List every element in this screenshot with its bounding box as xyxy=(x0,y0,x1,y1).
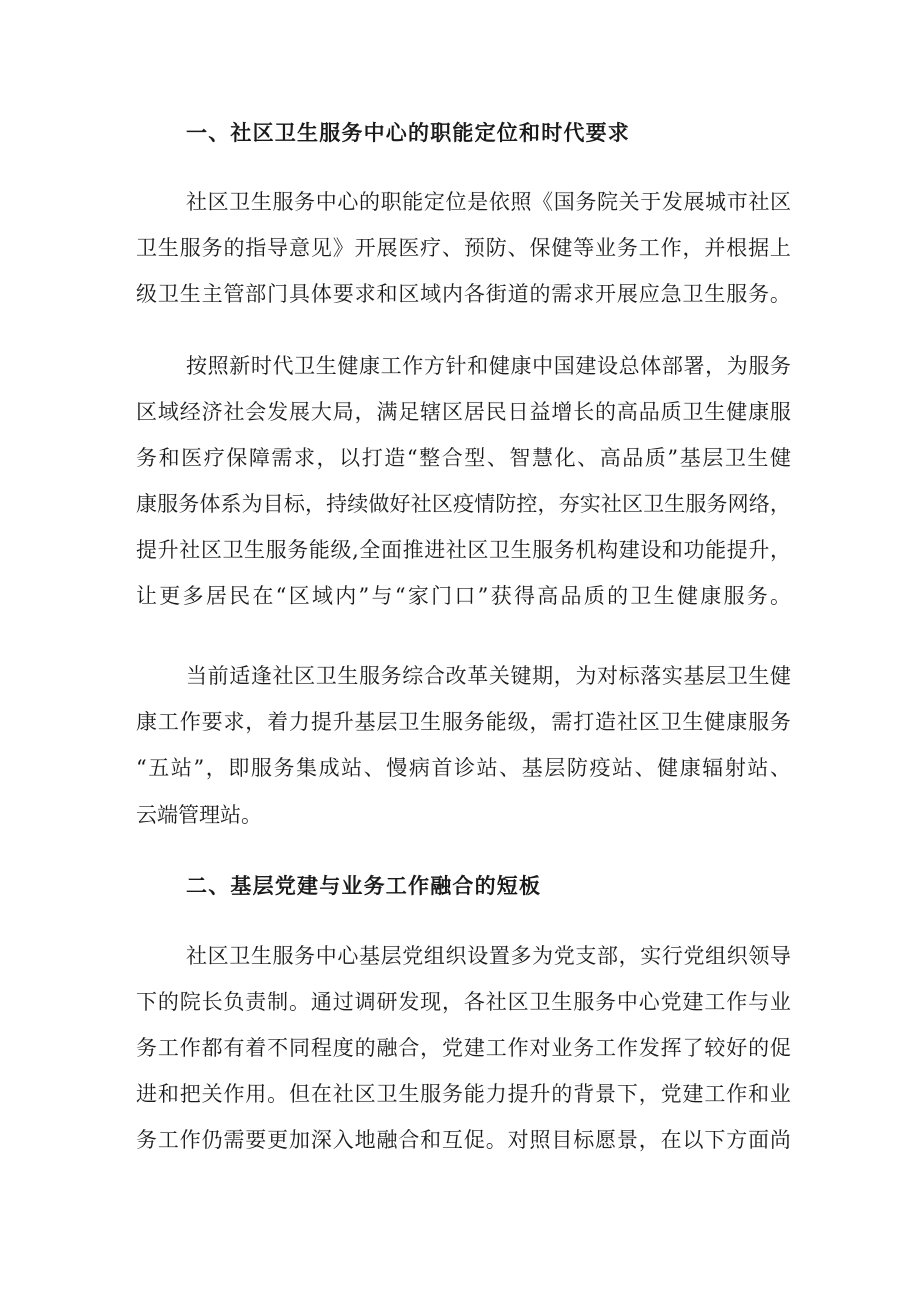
paragraph-line: 务工作都有着不同程度的融合，党建工作对业务工作发挥了较好的促 xyxy=(136,1036,792,1060)
section-heading: 二、基层党建与业务工作融合的短板 xyxy=(186,873,542,898)
paragraph-line: 康工作要求，着力提升基层卫生服务能级，需打造社区卫生健康服务 xyxy=(136,710,792,734)
paragraph-line: 当前适逢社区卫生服务综合改革关键期，为对标落实基层卫生健 xyxy=(186,664,792,688)
paragraph-line: 区域经济社会发展大局，满足辖区居民日益增长的高品质卫生健康服 xyxy=(136,400,792,424)
paragraph-line: 务和医疗保障需求，以打造“整合型、智慧化、高品质”基层卫生健 xyxy=(136,446,793,470)
paragraph-line: 提升社区卫生服务能级,全面推进社区卫生服务机构建设和功能提升， xyxy=(136,538,792,562)
section-heading: 一、社区卫生服务中心的职能定位和时代要求 xyxy=(186,120,630,145)
paragraph-line: 云端管理站。 xyxy=(136,803,262,827)
paragraph-line: 卫生服务的指导意见》开展医疗、预防、保健等业务工作，并根据上 xyxy=(136,236,792,260)
paragraph-line: 按照新时代卫生健康工作方针和健康中国建设总体部署，为服务 xyxy=(186,354,792,378)
paragraph-line: 务工作仍需要更加深入地融合和互促。对照目标愿景，在以下方面尚 xyxy=(136,1128,792,1152)
paragraph-line: 级卫生主管部门具体要求和区域内各街道的需求开展应急卫生服务。 xyxy=(136,282,792,306)
paragraph-line: 下的院长负责制。通过调研发现，各社区卫生服务中心党建工作与业 xyxy=(136,990,792,1014)
paragraph-line: 进和把关作用。但在社区卫生服务能力提升的背景下，党建工作和业 xyxy=(136,1082,792,1106)
paragraph-line: 社区卫生服务中心的职能定位是依照《国务院关于发展城市社区 xyxy=(186,190,792,214)
paragraph-line: “五站”，即服务集成站、慢病首诊站、基层防疫站、健康辐射站、 xyxy=(136,756,793,780)
paragraph-line: 社区卫生服务中心基层党组织设置多为党支部，实行党组织领导 xyxy=(186,944,792,968)
paragraph-line: 康服务体系为目标，持续做好社区疫情防控，夯实社区卫生服务网络， xyxy=(136,492,792,516)
paragraph-line: 让更多居民在“区域内”与“家门口”获得高品质的卫生健康服务。 xyxy=(136,584,794,608)
